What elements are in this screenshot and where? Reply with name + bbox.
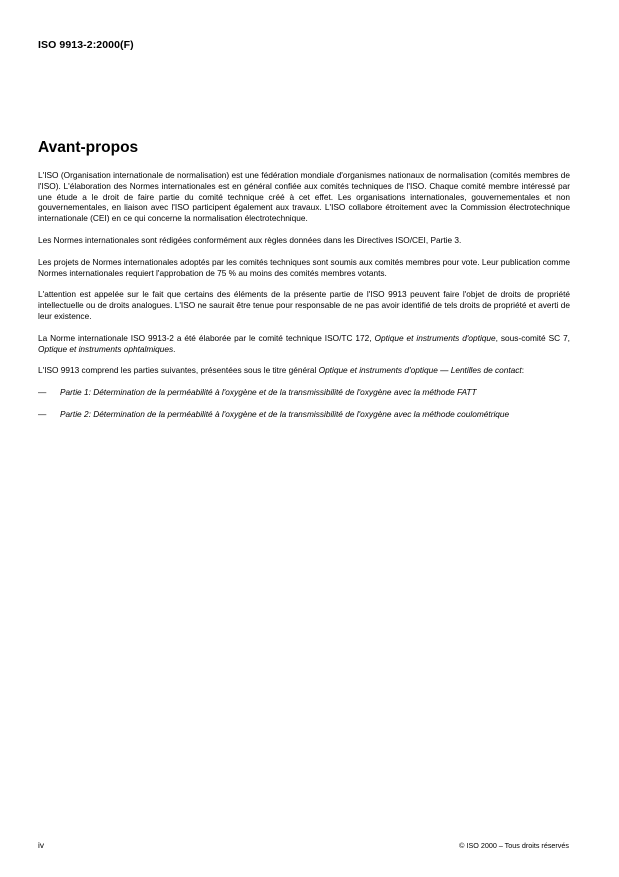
paragraph-directives: Les Normes internationales sont rédigées conformément aux règles données dans les Directives ISO/CEI, Partie 3. [38, 234, 462, 245]
list-item-part-1 [38, 387, 570, 398]
paragraph-parts-intro [38, 365, 570, 376]
text-segment: : [521, 365, 525, 376]
copyright-notice: © ISO 2000 – Tous droits réservés [459, 841, 569, 850]
paragraph-draft-voting: Les projets de Normes internationales adoptés par les comités techniques sont soumis aux comités membres pour vote. Leur publication comme Normes internationales requiert l'approbation de 75 % au moins des comités membres votants. [38, 256, 570, 278]
committee-title: Optique et instruments d'optique [374, 332, 496, 343]
general-title: Optique et instruments d'optique — Lentilles de contact [318, 365, 522, 376]
foreword-body [38, 170, 570, 431]
paragraph-prepared-by [38, 333, 570, 355]
page-title: Avant-propos [38, 139, 139, 156]
paragraph-patent-rights: L'attention est appelée sur le fait que certains des éléments de la présente partie de l'ISO 9913 peuvent faire l'objet de droits de propriété intellectuelle ou de droits analogues. L'ISO ne saurait être tenue pour responsable de ne pas avoir identifié de tels droits de propriété et averti de leur existence. [38, 289, 570, 321]
document-id-header: ISO 9913-2:2000(F) [38, 39, 134, 51]
list-item-text: Partie 1: Détermination de la perméabilité à l'oxygène et de la transmissibilité de l'oxygène avec la méthode FATT [60, 387, 477, 398]
list-item-part-2 [38, 409, 570, 420]
list-dash: — [38, 408, 47, 419]
text-segment: L'ISO 9913 comprend les parties suivantes, présentées sous le titre général [38, 365, 319, 376]
text-segment: . [173, 343, 176, 354]
page-number: iv [38, 840, 44, 850]
list-dash: — [38, 387, 47, 398]
paragraph-iso-organisation: L'ISO (Organisation internationale de normalisation) est une fédération mondiale d'organismes nationaux de normalisation (comités membres de l'ISO). L'élaboration des Normes internationales est en général confiée aux comités techniques de l'ISO. Chaque comité membre intéressé par une étude a le droit de faire partie du comité technique créé à cet effet. Les organisations internationales, gouvernementales et non gouvernementales, en liaison avec l'ISO participent également aux travaux. L'ISO collabore étroitement avec la Commission électrotechnique internationale (CEI) en ce qui concerne la normalisation électrotechnique. [38, 170, 570, 224]
subcommittee-title: Optique et instruments ophtalmiques [38, 343, 174, 354]
text-segment: , sous-comité SC 7, [495, 332, 570, 343]
list-item-text: Partie 2: Détermination de la perméabilité à l'oxygène et de la transmissibilité de l'oxygène avec la méthode coulométrique [60, 408, 510, 419]
text-segment: La Norme internationale ISO 9913-2 a été élaborée par le comité technique ISO/TC 172, [38, 332, 375, 343]
